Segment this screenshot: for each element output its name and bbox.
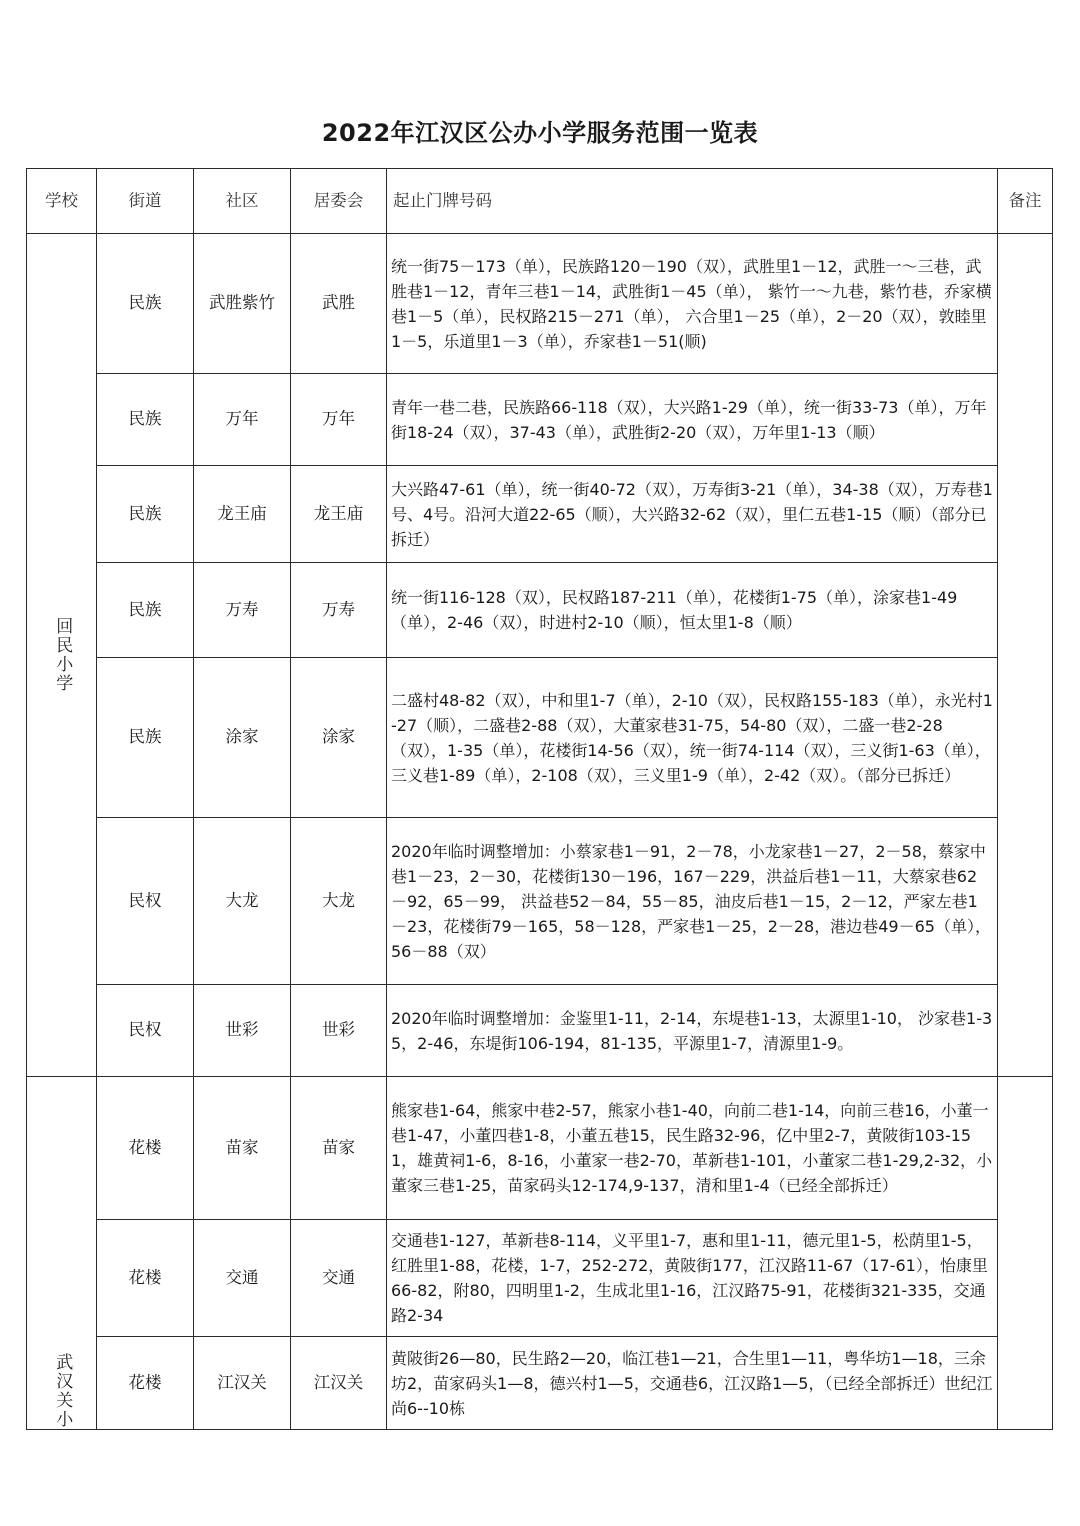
table-row bbox=[27, 658, 1053, 818]
community-cell: 武胜紫竹 bbox=[194, 234, 291, 374]
header-note: 备注 bbox=[998, 169, 1053, 234]
table-row bbox=[27, 563, 1053, 658]
community-cell: 交通 bbox=[194, 1220, 291, 1337]
table-row bbox=[27, 466, 1053, 563]
page-title: 2022年江汉区公办小学服务范围一览表 bbox=[321, 119, 759, 147]
table-row bbox=[27, 1220, 1053, 1337]
table-row bbox=[27, 234, 1053, 374]
community-cell: 涂家 bbox=[194, 658, 291, 818]
street-cell: 民族 bbox=[97, 658, 194, 818]
school-name: 回民小学 bbox=[52, 617, 73, 693]
street-cell: 民权 bbox=[97, 818, 194, 985]
committee-cell: 交通 bbox=[291, 1220, 387, 1337]
community-cell: 大龙 bbox=[194, 818, 291, 985]
street-cell: 花楼 bbox=[97, 1077, 194, 1220]
street-cell: 民权 bbox=[97, 985, 194, 1077]
school-cell bbox=[27, 1077, 97, 1430]
committee-cell: 苗家 bbox=[291, 1077, 387, 1220]
school-name: 武汉关小 bbox=[52, 1353, 73, 1429]
community-cell: 龙王庙 bbox=[194, 466, 291, 563]
range-cell: 熊家巷1-64，熊家中巷2-57，熊家小巷1-40，向前二巷1-14，向前三巷16，小董一巷1-47，小董四巷1-8，小董五巷15，民生路32-96，亿中里2-7，黄陂街103-151，雄黄祠1-6，8-16，小董家一巷2-70，革新巷1-101，小董家二巷1-29,2-32，小董家三巷1-25，苗家码头12-174,9-137，清和里1-4（已经全部拆迁） bbox=[387, 1077, 998, 1220]
committee-cell: 大龙 bbox=[291, 818, 387, 985]
range-cell: 交通巷1-127，革新巷8-114，义平里1-7，惠和里1-11，德元里1-5，松荫里1-5，红胜里1-88，花楼，1-7，252-272，黄陂街177，江汉路11-67（17-61），怡康里66-82，附80，四明里1-2，生成北里1-16，江汉路75-91，花楼街321-335，交通路2-34 bbox=[387, 1220, 998, 1337]
committee-cell: 武胜 bbox=[291, 234, 387, 374]
committee-cell: 龙王庙 bbox=[291, 466, 387, 563]
street-cell: 民族 bbox=[97, 234, 194, 374]
table-row bbox=[27, 1077, 1053, 1220]
committee-cell: 涂家 bbox=[291, 658, 387, 818]
header-community: 社区 bbox=[194, 169, 291, 234]
range-cell: 大兴路47-61（单），统一街40-72（双），万寿街3-21（单），34-38（双），万寿巷1号、4号。沿河大道22-65（顺），大兴路32-62（双），里仁五巷1-15（顺）（部分已拆迁） bbox=[387, 466, 998, 563]
header-range: 起止门牌号码 bbox=[387, 169, 998, 234]
header-row bbox=[27, 169, 1053, 234]
table-row bbox=[27, 818, 1053, 985]
header-committee: 居委会 bbox=[291, 169, 387, 234]
street-cell: 民族 bbox=[97, 374, 194, 466]
service-range-table bbox=[26, 168, 1053, 1430]
range-cell: 2020年临时调整增加：小蔡家巷1－91，2－78，小龙家巷1－27，2－58，蔡家中巷1－23，2－30，花楼街130－196，167－229，洪益后巷1－11，大蔡家巷62－92，65－99， 洪益巷52－84，55－85，油皮后巷1－15，2－12，严家左巷1－23，花楼街79－165，58－128，严家巷1－25，2－28，港边巷49－65（单），56－88（双） bbox=[387, 818, 998, 985]
street-cell: 花楼 bbox=[97, 1337, 194, 1430]
community-cell: 江汉关 bbox=[194, 1337, 291, 1430]
committee-cell: 江汉关 bbox=[291, 1337, 387, 1430]
committee-cell: 世彩 bbox=[291, 985, 387, 1077]
range-cell: 青年一巷二巷，民族路66-118（双），大兴路1-29（单），统一街33-73（单），万年街18-24（双），37-43（单），武胜街2-20（双），万年里1-13（顺） bbox=[387, 374, 998, 466]
school-cell bbox=[27, 234, 97, 1077]
committee-cell: 万寿 bbox=[291, 563, 387, 658]
note-cell bbox=[998, 234, 1053, 1077]
range-cell: 黄陂街26—80，民生路2—20，临江巷1—21，合生里1—11，粤华坊1—18，三余坊2，苗家码头1—8，德兴村1—5，交通巷6，江汉路1—5，（已经全部拆迁）世纪江尚6--10栋 bbox=[387, 1337, 998, 1430]
range-cell: 2020年临时调整增加：金鉴里1-11，2-14，东堤巷1-13，太源里1-10， 沙家巷1-35，2-46，东堤街106-194，81-135，平源里1-7，清源里1-9。 bbox=[387, 985, 998, 1077]
header-school: 学校 bbox=[27, 169, 97, 234]
street-cell: 民族 bbox=[97, 563, 194, 658]
range-cell: 二盛村48-82（双），中和里1-7（单），2-10（双），民权路155-183（单），永光村1-27（顺），二盛巷2-88（双），大董家巷31-75，54-80（双），二盛一巷2-28（双），1-35（单），花楼街14-56（双），统一街74-114（双），三义街1-63（单），三义巷1-89（单），2-108（双），三义里1-9（单），2-42（双）。（部分已拆迁） bbox=[387, 658, 998, 818]
range-cell: 统一街75－173（单），民族路120－190（双），武胜里1－12，武胜一～三巷，武胜巷1－12，青年三巷1－14，武胜街1－45（单）， 紫竹一～九巷，紫竹巷，乔家横巷1－5（单），民权路215－271（单）， 六合里1－25（单），2－20（双），敦睦里1－5，乐道里1－3（单），乔家巷1－51(顺) bbox=[387, 234, 998, 374]
table-row bbox=[27, 374, 1053, 466]
street-cell: 花楼 bbox=[97, 1220, 194, 1337]
committee-cell: 万年 bbox=[291, 374, 387, 466]
range-cell: 统一街116-128（双），民权路187-211（单），花楼街1-75（单），涂家巷1-49（单），2-46（双），时进村2-10（顺），恒太里1-8（顺） bbox=[387, 563, 998, 658]
community-cell: 万寿 bbox=[194, 563, 291, 658]
table-row bbox=[27, 1337, 1053, 1430]
note-cell bbox=[998, 1077, 1053, 1430]
community-cell: 苗家 bbox=[194, 1077, 291, 1220]
table-row bbox=[27, 985, 1053, 1077]
community-cell: 世彩 bbox=[194, 985, 291, 1077]
street-cell: 民族 bbox=[97, 466, 194, 563]
community-cell: 万年 bbox=[194, 374, 291, 466]
header-street: 街道 bbox=[97, 169, 194, 234]
